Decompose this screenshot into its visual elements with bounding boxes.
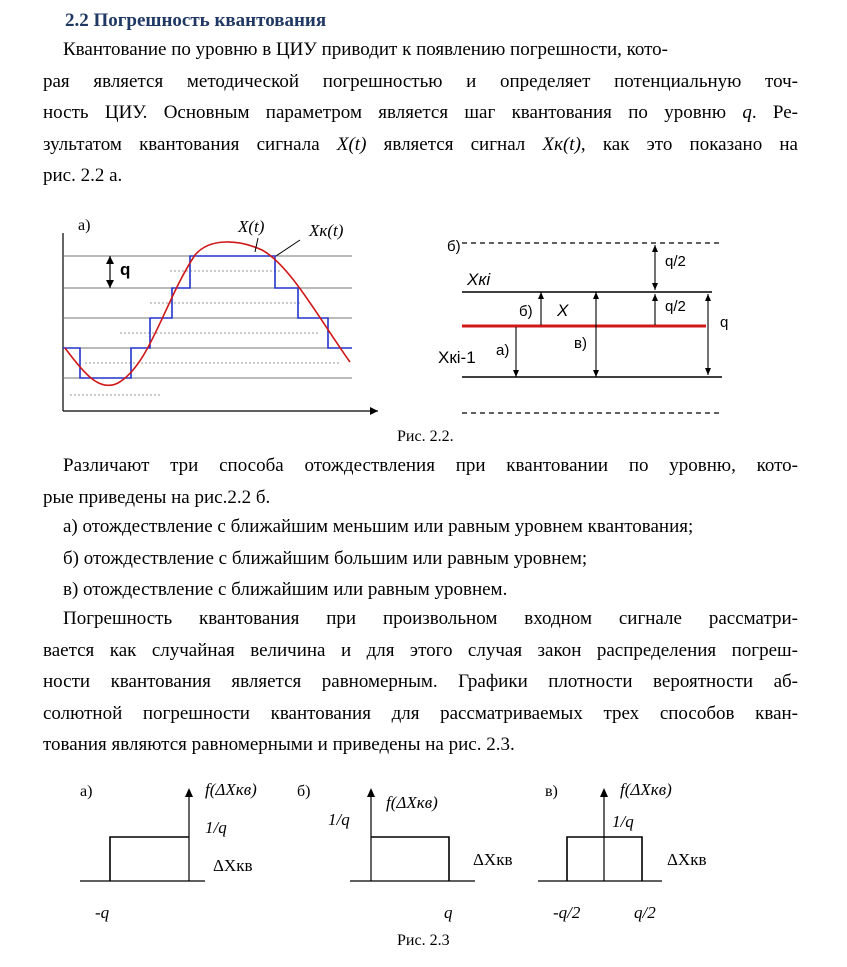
- fig23b-label: б): [297, 783, 311, 800]
- p2-line2: рые приведены на рис.2.2 б.: [43, 486, 271, 508]
- fig22-a-label: а): [496, 342, 510, 359]
- method-item-a: а) отождествление с ближайшим меньшим или равным уровнем квантования;: [63, 516, 694, 537]
- paragraph-1: [43, 34, 798, 192]
- fig23c-dx-label: ΔXкв: [667, 850, 707, 869]
- fig22-panel-a-label: а): [78, 217, 91, 234]
- fig23a-h-label: 1/q: [205, 818, 227, 837]
- fig23c-f-label: f(ΔXкв): [620, 780, 672, 799]
- p1-line4: зультатом квантования сигнала X(t) является сигнал Xк(t), как это показано на: [43, 133, 798, 155]
- fig23a-rectangle: [110, 837, 189, 881]
- fig23b-rectangle: [371, 837, 449, 881]
- fig22a-x-arrow: [370, 407, 378, 415]
- fig22-v-label: в): [574, 335, 587, 352]
- xt-pointer: [255, 238, 258, 252]
- p1-line1: Квантование по уровню в ЦИУ приводит к появлению погрешности, кото-: [63, 39, 669, 60]
- fig23b-dx-label: ΔXкв: [473, 850, 513, 869]
- fig23a-dx-label: ΔXкв: [213, 856, 253, 875]
- fig22a-level-lines: [63, 256, 352, 378]
- fig23-caption: Рис. 2.3: [397, 932, 450, 949]
- fig22-xki-label: Xкi: [467, 270, 491, 289]
- fig23a-label: а): [80, 783, 93, 800]
- fig23a-f-label: f(ΔXкв): [205, 780, 257, 799]
- fig22-xki1-label: Xкi-1: [438, 348, 476, 367]
- fig23c-tick-left: -q/2: [553, 903, 581, 922]
- paragraph-2: [43, 450, 798, 513]
- fig22-caption: Рис. 2.2.: [397, 428, 454, 445]
- p3-line1: Погрешность квантования при произвольном входном сигнале рассматри-: [63, 608, 798, 629]
- fig23c-h-label: 1/q: [612, 812, 634, 831]
- p3-line3: ности квантования является равномерным. Графики плотности вероятности аб-: [43, 671, 798, 692]
- paragraph-3: [43, 603, 798, 761]
- p3-line4: солютной погрешности квантования для рассматриваемых трех способов кван-: [43, 702, 798, 724]
- fig22-q2-mid-label: q/2: [665, 298, 686, 315]
- fig22a-continuous-signal: [65, 242, 350, 385]
- fig22-q-label: q: [120, 260, 131, 279]
- fig23c-label: в): [545, 783, 558, 800]
- p2-line1: Различают три способа отождествления при квантовании по уровню, кото-: [63, 455, 798, 476]
- fig23b-tick: q: [444, 903, 453, 922]
- method-item-v: в) отождествление с ближайшим или равным уровнем.: [63, 579, 508, 600]
- fig23b-h-label: 1/q: [328, 810, 350, 829]
- p1-line2: рая является методической погрешностью и определяет потенциальную точ-: [43, 70, 798, 92]
- fig22a-quantized-signal: [63, 256, 352, 378]
- fig23c-rectangle: [567, 837, 642, 881]
- method-item-b: б) отождествление с ближайшим большим или равным уровнем;: [63, 547, 588, 569]
- p3-line2: вается как случайная величина и для этого случая закон распределения погреш-: [43, 639, 798, 661]
- fig22-x-label: X: [557, 301, 569, 320]
- fig22-q2-top-label: q/2: [665, 253, 686, 270]
- fig23b-f-label: f(ΔXкв): [386, 793, 438, 812]
- figure-2-3: [80, 793, 662, 881]
- fig22-b-label: б): [519, 303, 533, 320]
- section-heading: 2.2 Погрешность квантования: [65, 10, 327, 31]
- fig22-q-right-label: q: [720, 314, 729, 331]
- p1-line3: ность ЦИУ. Основным параметром является шаг квантования по уровню q. Ре-: [43, 102, 798, 123]
- p1-line5: рис. 2.2 а.: [43, 165, 123, 186]
- p3-line5: тования являются равномерными и приведены на рис. 2.3.: [43, 734, 515, 755]
- xkt-pointer: [276, 240, 300, 256]
- fig23a-tick: -q: [95, 903, 110, 922]
- fig22-panel-b-label: б): [447, 238, 461, 255]
- fig22-xkt-label: Xк(t): [309, 221, 344, 240]
- fig23c-tick-right: q/2: [634, 903, 656, 922]
- method-list: [63, 511, 798, 606]
- fig22-xt-label: X(t): [238, 217, 265, 236]
- fig22a-dotted-lines: [70, 271, 340, 395]
